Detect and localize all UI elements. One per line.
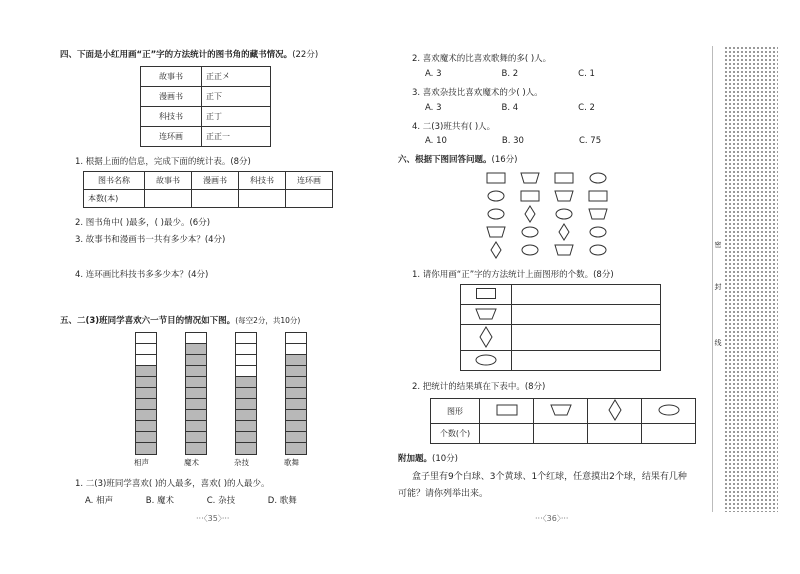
trapezoid-icon [589,209,607,219]
rectangle-icon [496,404,518,416]
tally-label: 漫画书 [141,87,202,107]
bar-cell [286,399,306,410]
bar-cell [186,421,206,432]
bar-cell [136,432,156,443]
tally-label: 连环画 [141,127,202,147]
row-shape-label: 图形 [431,399,480,424]
q6-title: 六、根据下图回答问题。(16分) [398,155,518,165]
bar-chart [130,332,330,472]
bar-cell [236,377,256,388]
bar-cell [186,366,206,377]
bar-cell [136,333,156,344]
q5-s2: 2. 喜欢魔术的比喜欢歌舞的多( )人。 [412,54,552,64]
rectangle-icon [521,191,539,201]
ellipse-icon [522,245,538,255]
bar-cell [136,399,156,410]
bar-cell [236,344,256,355]
ellipse-icon [590,245,606,255]
bar-cell [136,355,156,366]
bar-cell [186,399,206,410]
book-stat-table [83,171,333,208]
bar-cell [186,344,206,355]
diamond-icon [491,242,501,258]
q5-s1: 1. 二(3)班同学喜欢( )的人最多，喜欢( )的人最少。 [75,479,270,489]
bar-cell [186,410,206,421]
bar-cell [286,432,306,443]
binding-line [712,46,713,512]
bar-cell [286,410,306,421]
option-a: A. 相声 [85,496,114,506]
q5-s3: 3. 喜欢杂技比喜欢魔术的少( )人。 [412,88,543,98]
ellipse-icon [488,209,504,219]
bar-cell [136,344,156,355]
rectangle-icon [555,173,573,183]
extra-title: 附加题。(10分) [398,454,458,464]
trapezoid-icon [555,245,573,255]
tally-mark: 正丁 [202,107,271,127]
bar-cell [236,333,256,344]
bar-cell [236,355,256,366]
tally-mark: 正下 [202,87,271,107]
bar-label: 歌舞 [284,458,299,467]
bar-歌舞 [285,332,307,455]
bar-cell [286,366,306,377]
shape-tally-table [460,284,661,371]
bar-cell [236,443,256,454]
ellipse-icon [590,173,606,183]
ellipse-icon [522,227,538,237]
q5-s2-options: A. 3 B. 2 C. 1 [425,69,595,79]
bar-cell [186,432,206,443]
table-header-cell: 连环画 [286,172,333,190]
diamond-icon [479,326,493,348]
diamond-icon [525,206,535,222]
tally-table [140,66,271,147]
trapezoid-icon [550,404,572,416]
bar-cell [286,355,306,366]
trapezoid-icon [475,308,497,320]
rectangle-icon [589,191,607,201]
trapezoid-icon [521,173,539,183]
table-header-cell: 漫画书 [192,172,239,190]
bar-cell [286,388,306,399]
bar-cell [136,421,156,432]
bar-cell [286,443,306,454]
bar-cell [136,443,156,454]
rectangle-icon [476,288,496,299]
row-count-label: 个数(个) [431,424,480,444]
q5-s3-options: A. 3 B. 4 C. 2 [425,103,595,113]
rectangle-icon [487,173,505,183]
ellipse-icon [556,209,572,219]
shape-grid [484,170,634,260]
tally-mark: 正正㐅 [202,67,271,87]
seal-char-1: 密 [714,241,722,249]
tally-mark: 正正一 [202,127,271,147]
ellipse-icon [488,191,504,201]
q5-title: 五、二(3)班同学喜欢六一节目的情况如下图。(每空2分，共10分) [60,316,301,326]
extra-line1: 盒子里有9个白球、3个黄球、1个红球，任意摸出2个球，结果有几种 [412,472,687,482]
q6-s2: 2. 把统计的结果填在下表中。(8分) [412,382,546,392]
bar-cell [236,421,256,432]
option-c: C. 杂技 [206,496,236,506]
page-number-right: ···〈36〉··· [535,514,569,523]
extra-line2: 可能？请你列举出来。 [398,489,489,499]
q5-s4: 4. 二(3)班共有( )人。 [412,122,496,132]
bar-cell [186,388,206,399]
bar-相声 [135,332,157,455]
bar-cell [136,410,156,421]
trapezoid-icon [555,191,573,201]
bar-杂技 [235,332,257,455]
bar-cell [236,410,256,421]
bar-魔术 [185,332,207,455]
page-number-left: ···〈35〉··· [196,514,230,523]
bar-label: 相声 [134,458,149,467]
seal-char-3: 线 [714,339,722,347]
tally-row [141,127,271,147]
tally-row [141,107,271,127]
bar-cell [236,388,256,399]
bar-cell [136,388,156,399]
ellipse-icon [590,227,606,237]
bar-label: 杂技 [234,458,249,467]
bar-cell [186,377,206,388]
q5-s4-options: A. 10 B. 30 C. 75 [425,136,602,146]
tally-label: 故事书 [141,67,202,87]
binding-strip [724,46,778,512]
bar-cell [186,333,206,344]
q6-s1: 1. 请你用画“正”字的方法统计上面图形的个数。(8分) [412,270,614,280]
q5-options [85,494,297,506]
bar-cell [236,399,256,410]
shape-count-table [430,398,696,444]
bar-cell [186,355,206,366]
bar-cell [286,333,306,344]
row-label: 本数(本) [84,190,145,208]
tally-row [141,67,271,87]
bar-label: 魔术 [184,458,199,467]
q4-s1: 1. 根据上面的信息，完成下面的统计表。(8分) [75,157,251,167]
bar-cell [136,377,156,388]
diamond-icon [608,399,622,421]
ellipse-icon [475,354,497,366]
bar-cell [286,344,306,355]
bar-cell [186,443,206,454]
q4-title: 四、下面是小红用画“正”字的方法统计的图书角的藏书情况。(22分) [60,50,319,60]
trapezoid-icon [487,227,505,237]
diamond-icon [559,224,569,240]
bar-cell [286,421,306,432]
tally-label: 科技书 [141,107,202,127]
bar-cell [236,432,256,443]
q4-s3: 3. 故事书和漫画书一共有多少本？(4分) [75,235,226,245]
table-header-cell: 图书名称 [84,172,145,190]
table-header-cell: 故事书 [145,172,192,190]
q4-s2: 2. 图书角中( )最多，( )最少。(6分) [75,218,211,228]
option-d: D. 歌舞 [267,496,297,506]
table-header-cell: 科技书 [239,172,286,190]
q4-s4: 4. 连环画比科技书多多少本？(4分) [75,270,209,280]
seal-char-2: 封 [714,283,722,291]
bar-cell [286,377,306,388]
bar-cell [136,366,156,377]
shapes-figure [484,170,634,260]
option-b: B. 魔术 [145,496,175,506]
tally-row [141,87,271,107]
ellipse-icon [658,404,680,416]
bar-cell [236,366,256,377]
